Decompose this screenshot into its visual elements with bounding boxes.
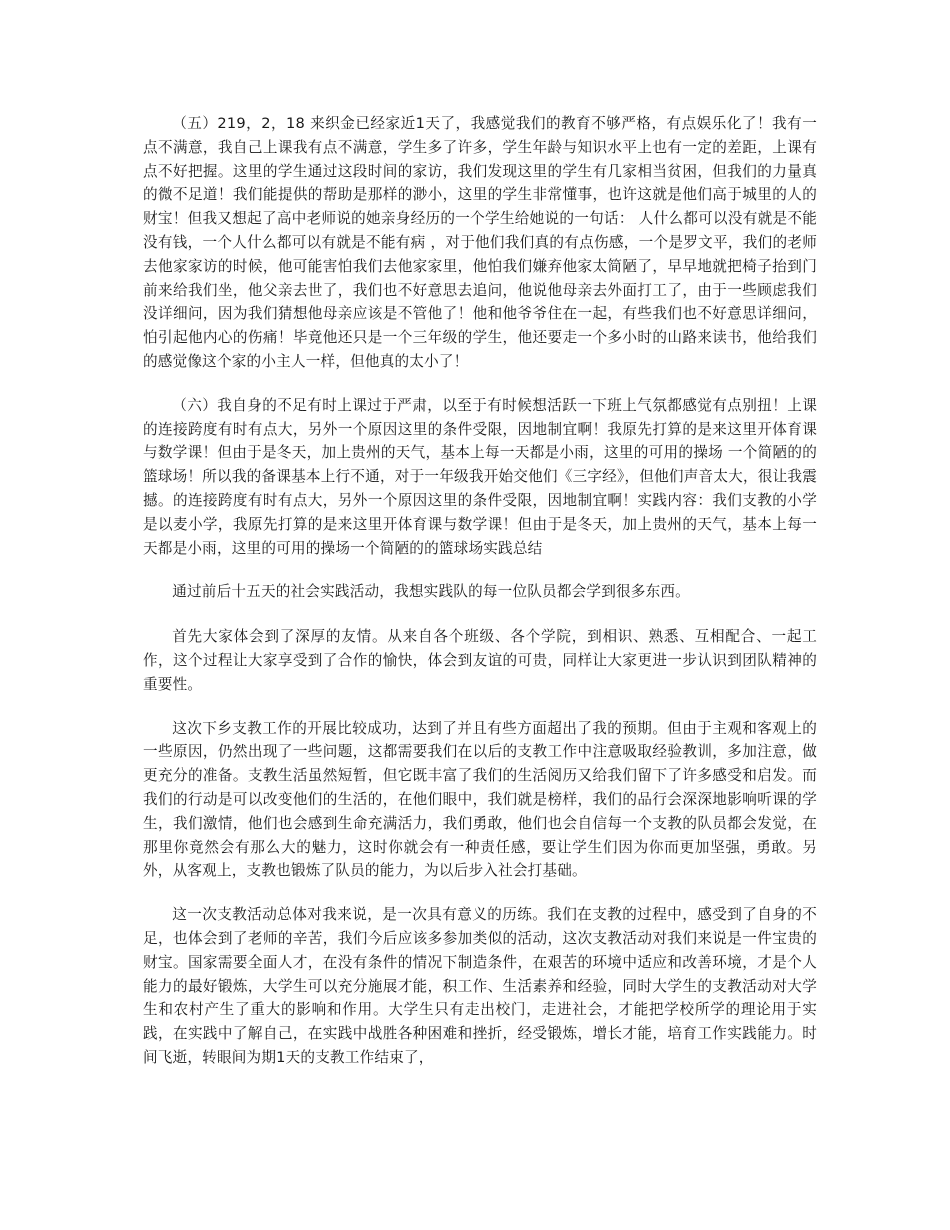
paragraph-6-self-reflection: （六）我自身的不足有时上课过于严肃，以至于有时候想活跃一下班上气氛都感觉有点别扭！上课的连接跨度有时有点大，另外一个原因这里的条件受限，因地制宜啊！我原先打算的是来这里开体育课与数学课！但由于是冬天，加上贵州的天气，基本上每一天都是小雨，这里的可用的操场 一个简陋的的篮球场！所以我的备课基本上行不通，对于一年级我开始交他们《三字经》，但他们声音太大，很让我震撼。的连接跨度有时有点大，另外一个原因这里的条件受限，因地制宜啊！实践内容：我们支教的小学是以麦小学，我原先打算的是来这里开体育课与数学课！但由于是冬天，加上贵州的天气，基本上每一天都是小雨，这里的可用的操场一个简陋的的篮球场实践总结 bbox=[143, 396, 817, 557]
paragraph-summary-intro: 通过前后十五天的社会实践活动，我想实践队的每一位队员都会学到很多东西。 bbox=[172, 583, 690, 601]
paragraph-5-home-visits: （五）219，2，18 来织金已经家近1天了，我感觉我们的教育不够严格，有点娱乐化了！我有一点不满意，我自己上课我有点不满意，学生多了许多，学生年龄与知识水平上也有一定的差距，上课有点不好把握。这里的学生通过这段时间的家访，我们发现这里的学生有几家相当贫困，但我们的力量真的微不足道！我们能提供的帮助是那样的渺小，这里的学生非常懂事，也许这就是他们高于城里的人的财宝！但我又想起了高中老师说的她亲身经历的一个学生给她说的一句话： 人什么都可以没有就是不能没有钱，一个人什么都可以有就是不能有病 ，对于他们我们真的有点伤感，一个是罗文平，我们的老师去他家家访的时候，他可能害怕我们去他家家里，他怕我们嫌弃他家太简陋了，早早地就把椅子抬到门前来给我们坐，他父亲去世了，我们也不好意思去追问，他说他母亲去外面打工了，由于一些顾虑我们没详细问，因为我们猜想他母亲应该是不管他了！他和他爷爷住在一起，有些我们也不好意思详细问，怕引起他内心的伤痛！毕竟他还只是一个三年级的学生，他还要走一个多小时的山路来读书，他给我们的感觉像这个家的小主人一样，但他真的太小了！ bbox=[143, 115, 817, 370]
paragraph-overall-experience: 这一次支教活动总体对我来说，是一次具有意义的历练。我们在支教的过程中，感受到了自身的不足，也体会到了老师的辛苦，我们今后应该多参加类似的活动，这次支教活动对我们来说是一件宝贵的财宝。国家需要全面人才，在没有条件的情况下制造条件，在艰苦的环境中适应和改善环境，才是个人能力的最好锻炼，大学生可以充分施展才能，积工作、生活素养和经验，同时大学生的支教活动对大学生和农村产生了重大的影响和作用。大学生只有走出校门，走进社会，才能把学校所学的理论用于实践，在实践中了解自己，在实践中战胜各种困难和挫折，经受锻炼，增长才能，培育工作实践能力。时间飞逝，转眼间为期1天的支教工作结束了， bbox=[143, 906, 817, 1066]
document-page bbox=[143, 112, 817, 1090]
paragraph-teaching-results: 这次下乡支教工作的开展比较成功，达到了并且有些方面超出了我的预期。但由于主观和客观上的一些原因，仍然出现了一些问题，这都需要我们在以后的支教工作中注意吸取经验教训，多加注意，做更充分的准备。支教生活虽然短暂，但它既丰富了我们的生活阅历又给我们留下了许多感受和启发。而我们的行动是可以改变他们的生活的，在他们眼中，我们就是榜样，我们的品行会深深地影响听课的学生，我们激情，他们也会感到生命充满活力，我们勇敢，他们也会自信每一个支教的队员都会发觉，在那里你竟然会有那么大的魅力，这时你就会有一种责任感，要让学生们因为你而更加坚强，勇敢。另外，从客观上，支教也锻炼了队员的能力，为以后步入社会打基础。 bbox=[143, 719, 817, 880]
paragraph-friendship: 首先大家体会到了深厚的友情。从来自各个班级、各个学院，到相识、熟悉、互相配合、一起工作，这个过程让大家享受到了合作的愉快，体会到友谊的可贵，同样让大家更进一步认识到团队精神的重要性。 bbox=[143, 628, 817, 693]
